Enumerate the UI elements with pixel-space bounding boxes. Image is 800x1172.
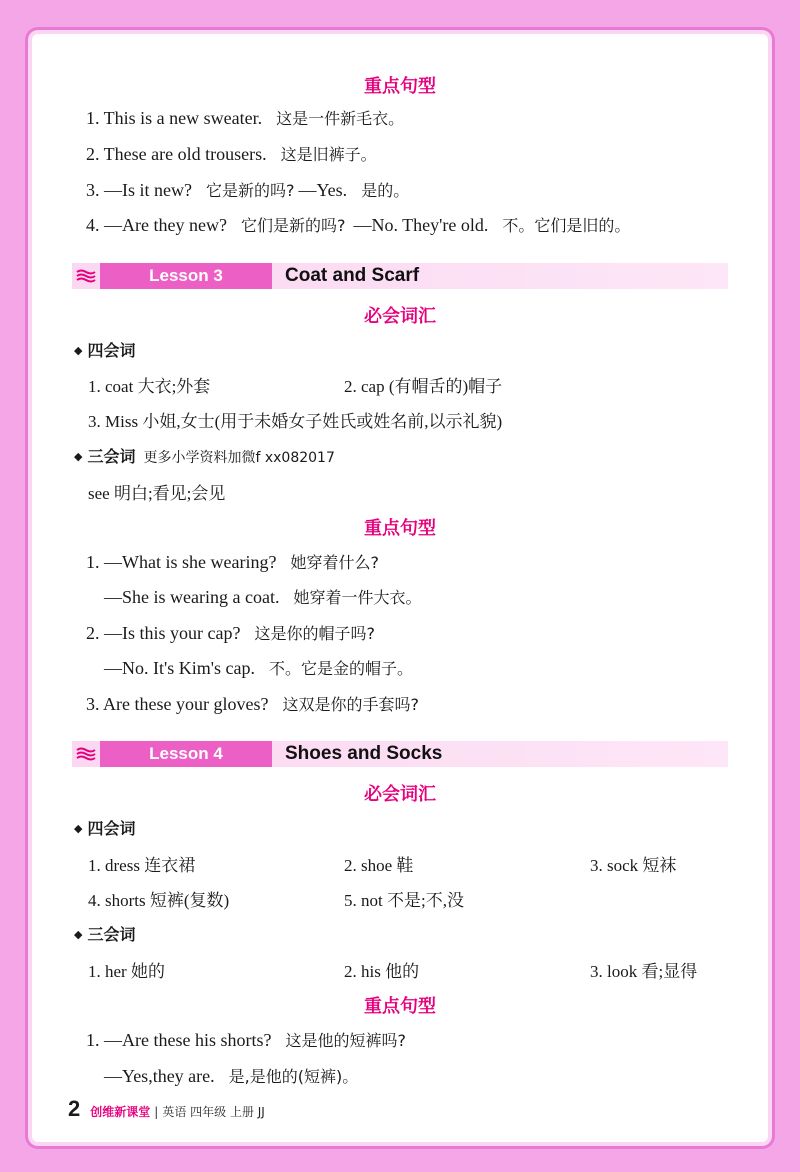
vocab-item: 2. his 他的 <box>344 962 420 981</box>
vocab-item: 2. cap (有帽舌的)帽子 <box>344 377 503 396</box>
three-skill-words-label: ◆ 三会词 <box>74 925 136 944</box>
sentence-line: 1. This is a new sweater. 这是一件新毛衣。 <box>86 108 405 128</box>
vocab-item: 1. coat 大衣;外套 <box>88 377 211 396</box>
vocab-item: 1. her 她的 <box>88 962 165 981</box>
brand-name: 创维新课堂 <box>90 1105 151 1119</box>
diamond-icon: ◆ <box>74 344 83 357</box>
page-footer <box>68 1096 265 1122</box>
key-sentences-heading: 重点句型 <box>364 76 436 97</box>
sentence-line: —She is wearing a coat. 她穿着一件大衣。 <box>104 587 422 607</box>
vocab-item: 1. dress 连衣裙 <box>88 856 196 875</box>
sentence-line: —Yes,they are. 是,是他的(短裤)。 <box>104 1066 359 1086</box>
lesson-3-header <box>72 263 728 289</box>
diamond-icon: ◆ <box>74 822 83 835</box>
vocab-heading: 必会词汇 <box>364 306 436 327</box>
sentence-line: 1. —What is she wearing? 她穿着什么? <box>86 552 379 572</box>
promo-note: 更多小学资料加微f xx082017 <box>143 450 335 466</box>
sentence-line: 4. —Are they new? 它们是新的吗? —No. They're old. 不。它们是旧的。 <box>86 215 631 235</box>
vocab-item: 3. sock 短袜 <box>590 856 677 875</box>
sentence-line: —No. It's Kim's cap. 不。它是金的帽子。 <box>104 658 413 678</box>
waves-icon <box>76 747 96 761</box>
page-number: 2 <box>68 1096 81 1121</box>
vocab-item: 3. Miss 小姐,女士(用于未婚女子姓氏或姓名前,以示礼貌) <box>88 412 503 431</box>
diamond-icon: ◆ <box>74 928 83 941</box>
sentence-line: 2. —Is this your cap? 这是你的帽子吗? <box>86 623 375 643</box>
vocab-item: 2. shoe 鞋 <box>344 856 414 875</box>
diamond-icon: ◆ <box>74 450 83 463</box>
key-sentences-heading: 重点句型 <box>364 518 436 539</box>
lesson-title: Shoes and Socks <box>285 743 443 764</box>
key-sentences-heading: 重点句型 <box>364 996 436 1017</box>
vocab-item: 3. look 看;显得 <box>590 962 698 981</box>
vocab-item: 4. shorts 短裤(复数) <box>88 891 230 910</box>
lesson-title: Coat and Scarf <box>285 265 420 286</box>
four-skill-words-label: ◆ 四会词 <box>74 819 136 838</box>
sentence-line: 3. Are these your gloves? 这双是你的手套吗? <box>86 694 419 714</box>
four-skill-words-label: ◆ 四会词 <box>74 341 136 360</box>
waves-icon <box>76 269 96 283</box>
lesson-badge: Lesson 3 <box>100 263 272 289</box>
lesson-badge: Lesson 4 <box>100 741 272 767</box>
book-info: 英语 四年级 上册 JJ <box>162 1105 265 1119</box>
vocab-item: 5. not 不是;不,没 <box>344 891 464 910</box>
three-skill-words-label: ◆ 三会词 更多小学资料加微f xx082017 <box>74 447 335 466</box>
vocab-item: see 明白;看见;会见 <box>88 484 226 503</box>
lesson-4-header <box>72 741 728 767</box>
footer-separator: | <box>154 1105 159 1119</box>
sentence-line: 2. These are old trousers. 这是旧裤子。 <box>86 144 377 164</box>
sentence-line: 1. —Are these his shorts? 这是他的短裤吗? <box>86 1030 406 1050</box>
vocab-heading: 必会词汇 <box>364 784 436 805</box>
sentence-line: 3. —Is it new? 它是新的吗? —Yes. 是的。 <box>86 180 410 200</box>
